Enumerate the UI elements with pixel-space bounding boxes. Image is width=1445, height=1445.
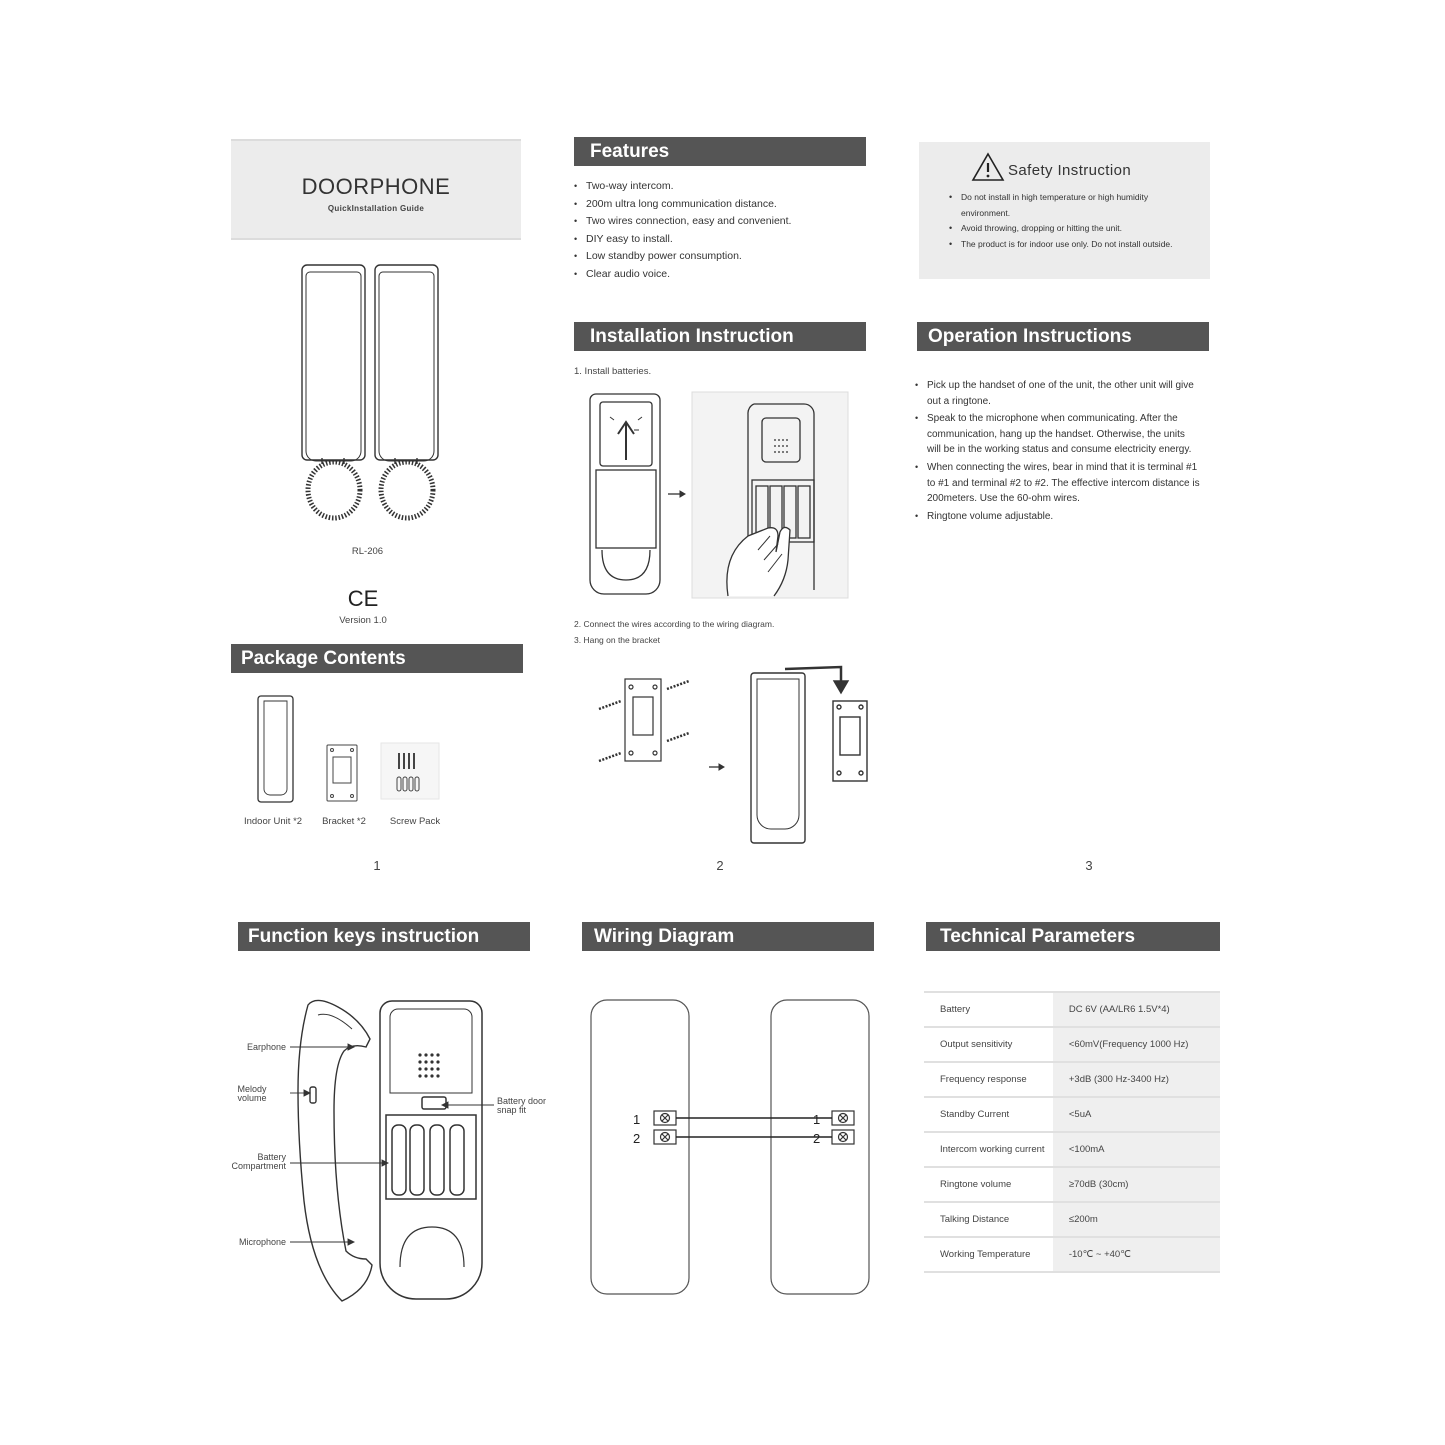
package-item-label: Bracket *2 (322, 816, 366, 827)
param-value: <100mA (1053, 1132, 1220, 1167)
list-item: • Low standby power consumption. (574, 248, 864, 266)
safety-list (949, 190, 1189, 252)
package-illustrations (255, 693, 445, 808)
wiring-unit-right (771, 1000, 869, 1294)
param-name: Output sensitivity (924, 1027, 1053, 1062)
earphone-label: Earphone (246, 1042, 286, 1052)
table-row (924, 1132, 1220, 1167)
param-name: Intercom working current (924, 1132, 1053, 1167)
list-item: • The product is for indoor use only. Do not install outside. (949, 237, 1189, 253)
param-name: Working Temperature (924, 1237, 1053, 1272)
list-item: • 200m ultra long communication distance. (574, 196, 864, 214)
function-keys-illustration (280, 995, 500, 1310)
safety-title: Safety Instruction (1008, 162, 1132, 179)
param-value: +3dB (300 Hz-3400 Hz) (1053, 1062, 1220, 1097)
page-number: 1 (373, 858, 381, 873)
wiring-diagram-title: Wiring Diagram (582, 922, 874, 951)
table-row (924, 992, 1220, 1027)
install-step-1: 1. Install batteries. (574, 366, 652, 377)
install-step-2: 2. Connect the wires according to the wiring diagram. (574, 619, 775, 629)
param-name: Talking Distance (924, 1202, 1053, 1237)
version-text: Version 1.0 (339, 615, 387, 626)
table-row (924, 1202, 1220, 1237)
cover-subtitle: QuickInstallation Guide (327, 204, 425, 213)
indoor-units-illustration (300, 262, 442, 527)
list-item: • When connecting the wires, bear in mind that it is terminal #1 to #1 and terminal #2 to #2. The effective intercom distance is 200meters. Use the 60-ohm wires. (915, 460, 1200, 507)
technical-parameters-table (924, 991, 1220, 1273)
package-item-label: Screw Pack (389, 816, 441, 827)
bracket-mount-illustration (595, 665, 875, 845)
param-value: <5uA (1053, 1097, 1220, 1132)
package-item-label: Indoor Unit *2 (243, 816, 303, 827)
microphone-label: Microphone (238, 1237, 286, 1247)
wiring-unit-left (591, 1000, 689, 1294)
list-item: • Speak to the microphone when communicating. After the communication, hang up the handset. Otherwise, the units will be in the working status and consume electricity energy. (915, 411, 1200, 458)
battery-door-label: Battery door snap fit (497, 1096, 547, 1115)
safety-panel (919, 142, 1210, 279)
warning-icon (971, 152, 1005, 182)
param-value: -10℃ ~ +40℃ (1053, 1237, 1220, 1272)
battery-compartment-label: Battery Compartment (231, 1152, 286, 1171)
cover-panel (231, 139, 521, 240)
battery-install-illustration (588, 390, 850, 600)
list-item: • Two-way intercom. (574, 178, 864, 196)
list-item: • DIY easy to install. (574, 231, 864, 249)
operation-list (915, 378, 1200, 524)
param-name: Ringtone volume (924, 1167, 1053, 1202)
list-item: • Avoid throwing, dropping or hitting the unit. (949, 221, 1189, 237)
bracket-with-screws (599, 679, 689, 761)
package-contents-title: Package Contents (231, 644, 523, 673)
list-item: • Clear audio voice. (574, 266, 864, 284)
table-row (924, 1097, 1220, 1132)
handset-side-view (298, 1000, 372, 1301)
screw-pack-icon (381, 743, 439, 799)
param-name: Standby Current (924, 1097, 1053, 1132)
terminal-label-left-2: 2 (633, 1131, 641, 1146)
list-item: • Pick up the handset of one of the unit, the other unit will give out a ringtone. (915, 378, 1200, 409)
wires (676, 1118, 832, 1137)
param-value: ≥70dB (30cm) (1053, 1167, 1220, 1202)
features-list (574, 178, 864, 283)
param-name: Frequency response (924, 1062, 1053, 1097)
param-value: DC 6V (AA/LR6 1.5V*4) (1053, 992, 1220, 1027)
unit-hanging-view (751, 667, 867, 843)
bracket-icon (327, 745, 357, 801)
indoor-unit-right (375, 265, 438, 518)
page-number: 2 (716, 858, 724, 873)
installation-title: Installation Instruction (574, 322, 866, 351)
terminal-label-left-1: 1 (633, 1112, 641, 1127)
table-row (924, 1062, 1220, 1097)
arrow-right-icon (709, 764, 724, 770)
indoor-unit-left (302, 265, 365, 518)
install-step-3: 3. Hang on the bracket (574, 635, 661, 645)
list-item: • Two wires connection, easy and convenient. (574, 213, 864, 231)
list-item: • Ringtone volume adjustable. (915, 509, 1200, 525)
terminal-label-right-1: 1 (813, 1112, 821, 1127)
model-number: RL-206 (351, 546, 384, 557)
technical-parameters-title: Technical Parameters (926, 922, 1220, 951)
page-number: 3 (1085, 858, 1093, 873)
wiring-diagram-illustration (588, 998, 874, 1298)
indoor-unit-icon (258, 696, 293, 802)
base-unit-front-view (380, 1001, 482, 1299)
arrow-right-icon (668, 491, 685, 497)
list-item: • Do not install in high temperature or high humidity environment. (949, 190, 1189, 221)
function-keys-title: Function keys instruction (238, 922, 530, 951)
cover-title: DOORPHONE (301, 174, 451, 199)
terminal-label-right-2: 2 (813, 1131, 821, 1146)
param-value: <60mV(Frequency 1000 Hz) (1053, 1027, 1220, 1062)
terminals (654, 1111, 854, 1144)
unit-back-view (590, 394, 660, 594)
operation-title: Operation Instructions (917, 322, 1209, 351)
ce-mark: CE (347, 586, 379, 611)
param-name: Battery (924, 992, 1053, 1027)
param-value: ≤200m (1053, 1202, 1220, 1237)
table-row (924, 1237, 1220, 1272)
table-row (924, 1027, 1220, 1062)
features-title: Features (574, 137, 866, 166)
table-row (924, 1167, 1220, 1202)
melody-volume-label: Melody volume (237, 1084, 267, 1103)
